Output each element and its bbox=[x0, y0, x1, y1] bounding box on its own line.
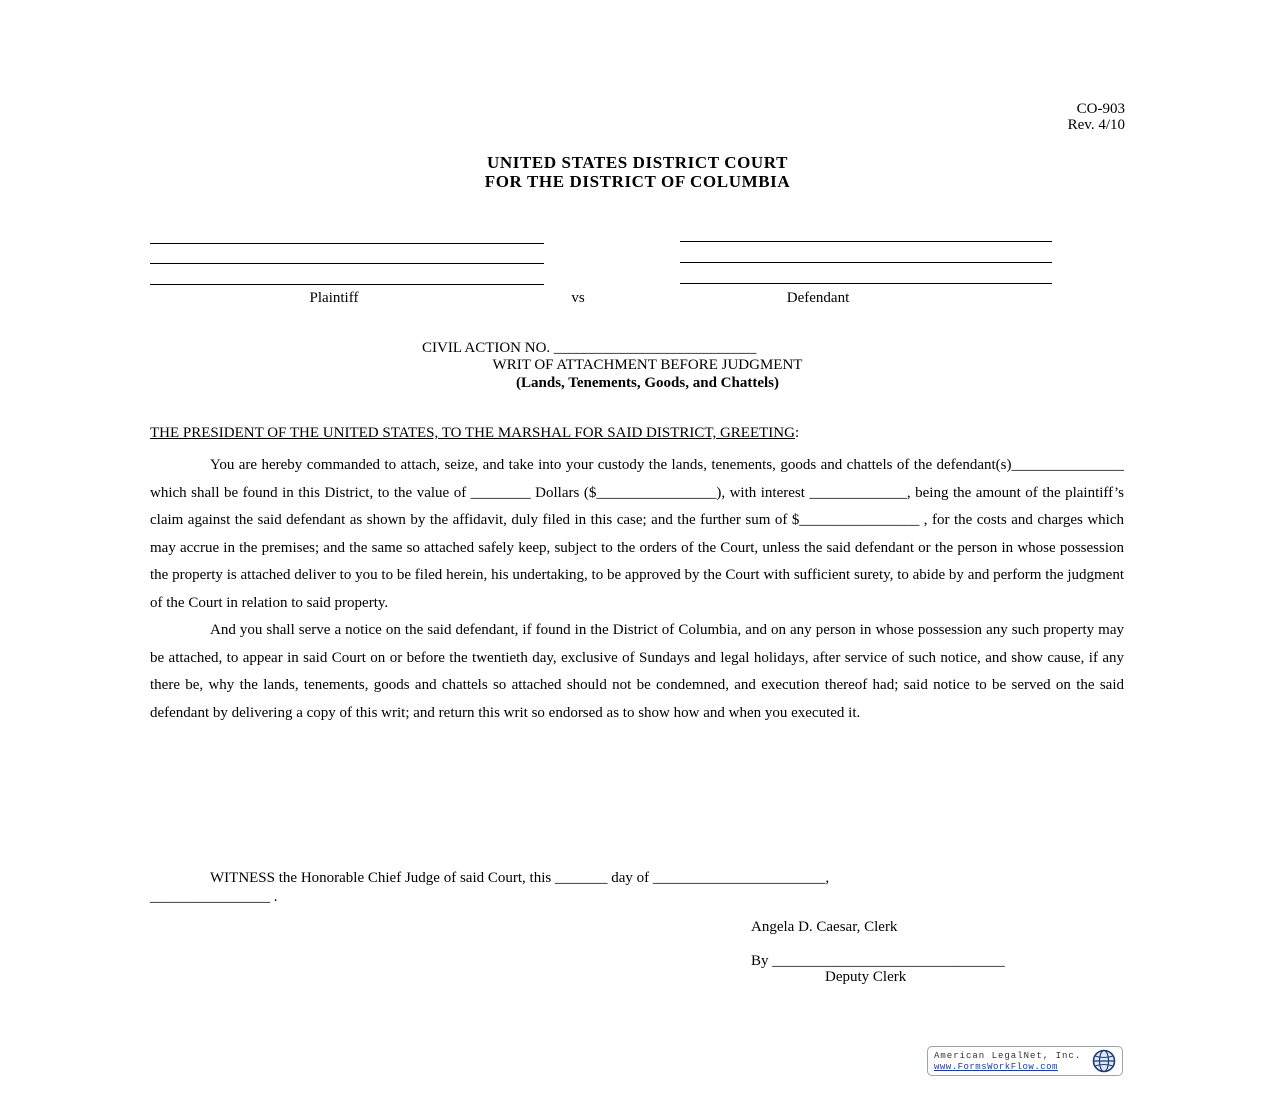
witness-line: WITNESS the Honorable Chief Judge of said Court, this _______ day of _______________________, bbox=[210, 870, 830, 886]
defendant-label: Defendant bbox=[786, 290, 850, 306]
command-paragraph: You are hereby commanded to attach, seize, and take into your custody the lands, tenements, goods and chattels of the defendant(s)_______________ which shall be found in this District, to the value of ________ Dollars ($________________), with interest _____________, being the amount of the plaintiff’s claim against the said defendant as shown by the affidavit, duly filed in this case; and the further sum of $________________ , for the costs and charges which may accrue in the premises; and the same so attached safely keep, subject to the orders of the Court, unless the said defendant or the person in whose possession the property is attached deliver to you to be filed herein, his undertaking, to be approved by the Court with sufficient surety, to abide by and perform the judgment of the Court in relation to said property. bbox=[150, 457, 1124, 611]
form-code: CO-903 bbox=[1076, 101, 1125, 117]
logo-url[interactable]: www.FormsWorkFlow.com bbox=[934, 1062, 1058, 1072]
plaintiff-label: Plaintiff bbox=[309, 290, 359, 306]
plaintiff-line-3[interactable] bbox=[150, 284, 544, 285]
writ-subtitle: (Lands, Tenements, Goods, and Chattels) bbox=[516, 375, 779, 391]
notice-paragraph: And you shall serve a notice on the said defendant, if found in the District of Columbia, and on any person in whose possession any such property may be attached, to appear in said Court on or before the twentieth day, exclusive of Sundays and legal holidays, after service of such notice, and show cause, if any there be, why the lands, tenements, goods and chattels so attached should not be condemned, and execution thereof had; said notice to be served on the said defendant by delivering a copy of this writ; and return this writ so endorsed as to show how and when you executed it. bbox=[150, 622, 1124, 721]
vs-label: vs bbox=[571, 290, 585, 306]
court-district: FOR THE DISTRICT OF COLUMBIA bbox=[484, 172, 791, 191]
form-code-block bbox=[1068, 101, 1125, 133]
plaintiff-line-1[interactable] bbox=[150, 243, 544, 244]
defendant-line-2[interactable] bbox=[680, 262, 1052, 263]
greeting-heading bbox=[150, 425, 799, 442]
form-revision: Rev. 4/10 bbox=[1067, 117, 1125, 133]
writ-body bbox=[150, 452, 1124, 727]
clerk-name: Angela D. Caesar, Clerk bbox=[751, 919, 898, 935]
defendant-line-3[interactable] bbox=[680, 283, 1052, 284]
defendant-line-1[interactable] bbox=[680, 241, 1052, 242]
deputy-signature-line[interactable]: By _______________________________ bbox=[751, 953, 1005, 969]
witness-year-line: ________________ . bbox=[150, 889, 278, 905]
writ-title: WRIT OF ATTACHMENT BEFORE JUDGMENT bbox=[492, 357, 803, 373]
globe-icon bbox=[1092, 1049, 1116, 1073]
court-name: UNITED STATES DISTRICT COURT bbox=[486, 153, 789, 172]
witness-block bbox=[150, 869, 829, 907]
greeting-text: THE PRESIDENT OF THE UNITED STATES, TO THE MARSHAL FOR SAID DISTRICT, GREETING bbox=[150, 425, 795, 441]
greeting-colon: : bbox=[794, 425, 800, 441]
logo-company: American LegalNet, Inc. bbox=[934, 1051, 1082, 1061]
american-legalnet-logo[interactable] bbox=[927, 1046, 1123, 1076]
deputy-clerk-label: Deputy Clerk bbox=[825, 969, 907, 985]
plaintiff-line-2[interactable] bbox=[150, 263, 544, 264]
civil-action-number: CIVIL ACTION NO. ___________________________ bbox=[422, 340, 757, 356]
